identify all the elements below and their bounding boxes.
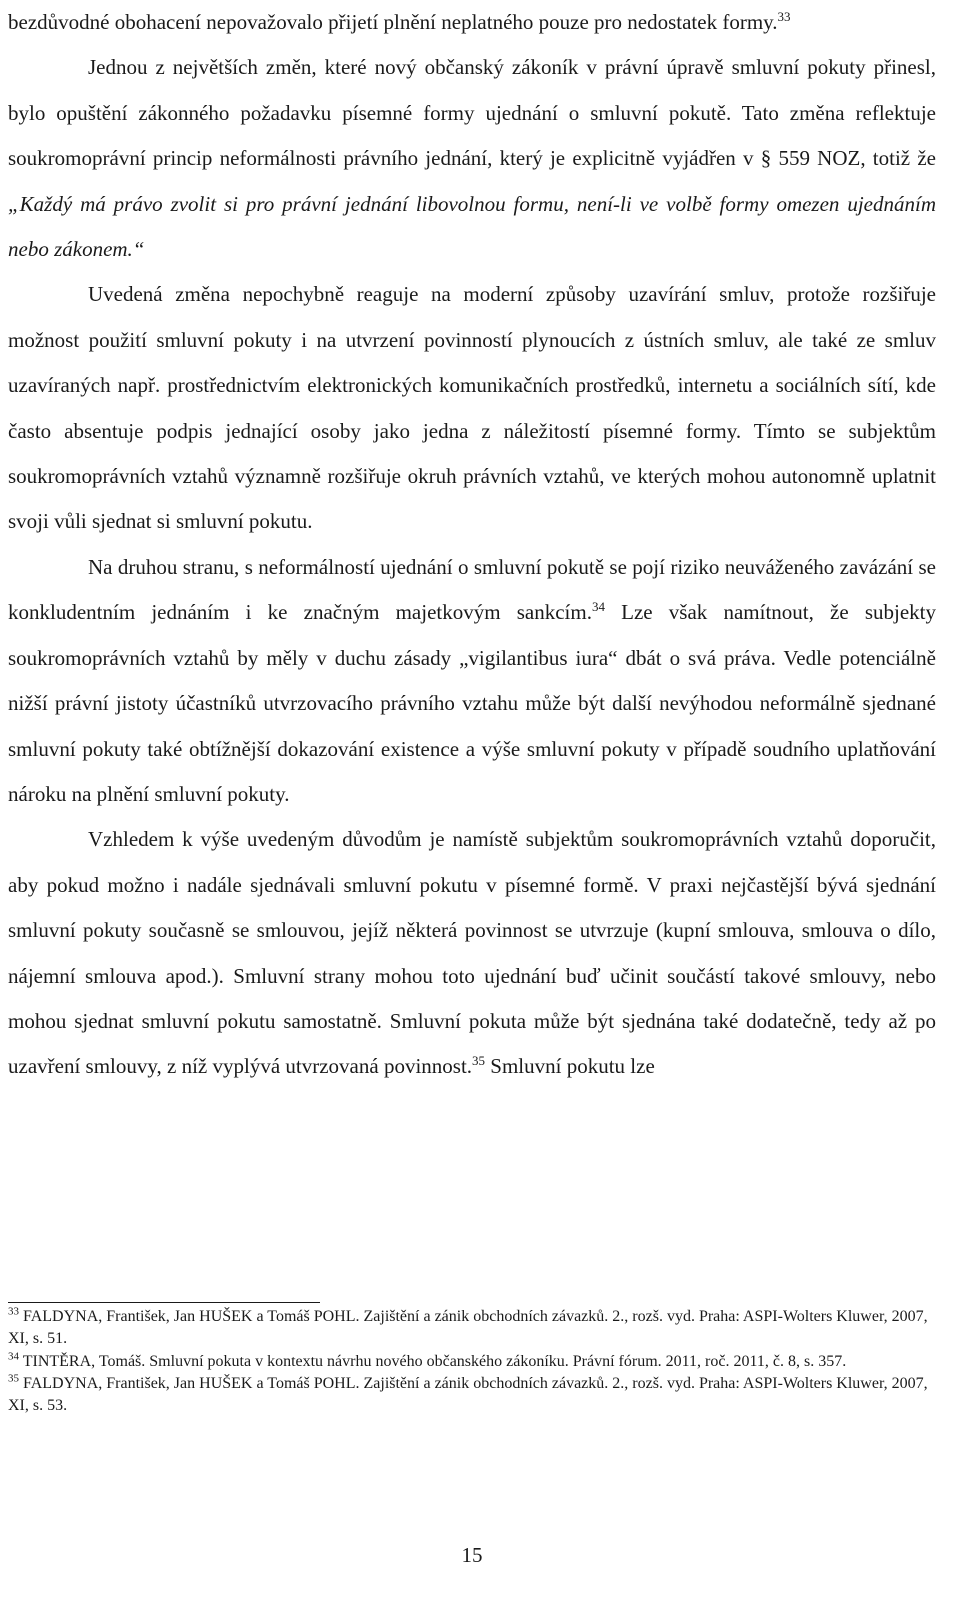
paragraph-text: bezdůvodné obohacení nepovažovalo přijetí plnění neplatného pouze pro nedostatek formy. <box>8 10 778 34</box>
paragraph-text: Vzhledem k výše uvedeným důvodům je namístě subjektům soukromoprávních vztahů doporučit, aby pokud možno i nadále sjednávali smluvní pokutu v písemné formě. V praxi nejčastější bývá sjednání smluvní pokuty současně se smlouvou, jejíž některá povinnost se utvrzuje (kupní smlouva, smlouva o dílo, nájemní smlouva apod.). Smluvní strany mohou toto ujednání buď učinit součástí takové smlouvy, nebo mohou sjednat smluvní pokutu samostatně. Smluvní pokuta může být sjednána také dodatečně, tedy až po uzavření smlouvy, z níž vyplývá utvrzovaná povinnost. <box>8 827 936 1079</box>
footnote-number: 35 <box>8 1372 19 1385</box>
paragraph-text: Jednou z největších změn, které nový občanský zákoník v právní úpravě smluvní pokuty přinesl, bylo opuštění zákonného požadavku písemné formy ujednání o smluvní pokutě. Tato změna reflektuje soukromoprávní princip neformálnosti právního jednání, který je explicitně vyjádřen v § 559 NOZ, totiž že <box>8 55 936 171</box>
footnote-34 <box>8 1351 936 1373</box>
paragraph-text: Uvedená změna nepochybně reaguje na moderní způsoby uzavírání smluv, protože rozšiřuje možnost použití smluvní pokuty i na utvrzení povinností plynoucích z ústních smluv, ale také ze smluv uzavíraných např. prostřednictvím elektronických komunikačních prostředků, internetu a sociálních sítí, kde často absentuje podpis jednající osoby jako jedna z náležitostí písemné formy. Tímto se subjektům soukromoprávních vztahů významně rozšiřuje okruh právních vztahů, ve kterých mohou autonomně uplatnit svoji vůli sjednat si smluvní pokutu. <box>8 282 936 534</box>
footnotes <box>8 1306 936 1418</box>
footnote-35 <box>8 1373 936 1417</box>
paragraph-2 <box>8 45 936 272</box>
body-text <box>8 0 936 1090</box>
paragraph-text: Na druhou stranu, s neformálností ujednání o smluvní pokutě se pojí riziko neuváženého zavázání se konkludentním jednáním i ke značným majetkovým sankcím. <box>8 554 936 625</box>
paragraph-4 <box>8 545 936 817</box>
paragraph-text-continued: Lze však namítnout, že subjekty soukromoprávních vztahů by měly v duchu zásady „vigilantibus iura“ dbát o svá práva. Vedle potenciálně nižší právní jistoty účastníků utvrzovacího právního vztahu může být další nevýhodou neformálně sjednané smluvní pokuty také obtížnější dokazování existence a výše smluvní pokuty v případě soudního uplatňování nároku na plnění smluvní pokuty. <box>8 600 936 806</box>
footnote-separator <box>8 1302 320 1303</box>
footnote-number: 34 <box>8 1350 19 1363</box>
paragraph-5 <box>8 817 936 1089</box>
page-number: 15 <box>461 1543 483 1567</box>
paragraph-3 <box>8 272 936 544</box>
footnote-text: FALDYNA, František, Jan HUŠEK a Tomáš POHL. Zajištění a zánik obchodních závazků. 2., rozš. vyd. Praha: ASPI-Wolters Kluwer, 2007, XI, s. 51. <box>8 1308 928 1348</box>
footnote-text: TINTĚRA, Tomáš. Smluvní pokuta v kontextu návrhu nového občanského zákoníku. Právní fórum. 2011, roč. 2011, č. 8, s. 357. <box>19 1352 847 1370</box>
footnote-text: FALDYNA, František, Jan HUŠEK a Tomáš POHL. Zajištění a zánik obchodních závazků. 2., rozš. vyd. Praha: ASPI-Wolters Kluwer, 2007, XI, s. 53. <box>8 1374 928 1415</box>
footnote-reference-34: 34 <box>591 599 605 615</box>
footnote-33 <box>8 1306 936 1350</box>
quoted-statute: „Každý má právo zvolit si pro právní jednání libovolnou formu, není-li ve volbě formy omezen ujednáním nebo zákonem.“ <box>8 191 936 262</box>
footnote-reference-33: 33 <box>777 9 791 24</box>
paragraph-text-continued: Smluvní pokutu lze <box>485 1054 655 1079</box>
footnote-number: 33 <box>8 1305 19 1318</box>
footnote-reference-35: 35 <box>472 1053 486 1069</box>
paragraph-1 <box>8 0 936 45</box>
